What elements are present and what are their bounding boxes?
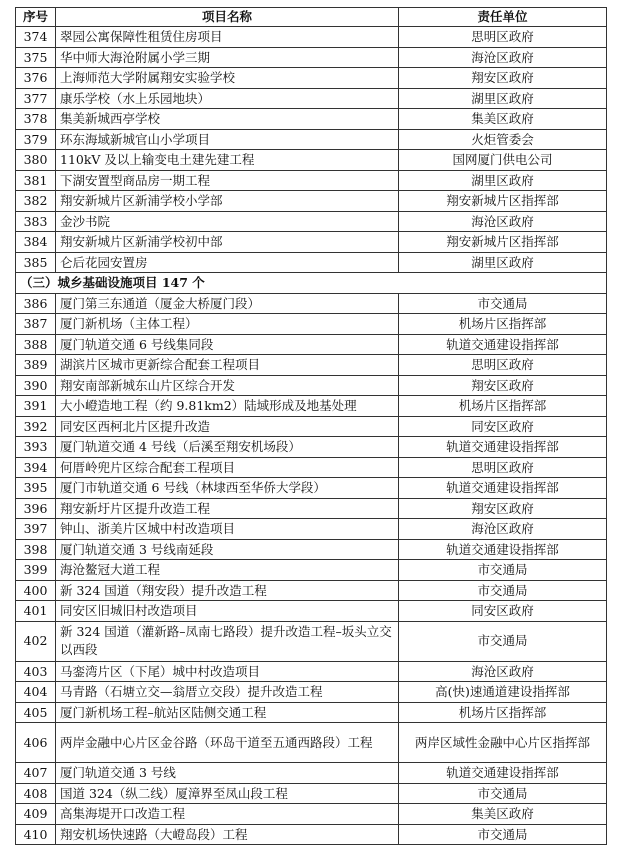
row-responsible-unit: 思明区政府: [399, 27, 607, 48]
row-project-name: 仑后花园安置房: [56, 252, 399, 273]
row-project-name: 马銮湾片区（下尾）城中村改造项目: [56, 661, 399, 682]
row-project-name: 环东海域新城官山小学项目: [56, 129, 399, 150]
table-row: [16, 437, 607, 458]
row-project-name: 110kV 及以上输变电土建先建工程: [56, 150, 399, 171]
row-responsible-unit: 集美区政府: [399, 804, 607, 825]
row-number: 403: [16, 661, 56, 682]
row-project-name: 大小嶝造地工程（约 9.81km2）陆域形成及地基处理: [56, 396, 399, 417]
table-row: [16, 232, 607, 253]
table-row: [16, 211, 607, 232]
row-responsible-unit: 翔安区政府: [399, 68, 607, 89]
row-project-name: 厦门新机场工程–航站区陆侧交通工程: [56, 702, 399, 723]
row-number: 401: [16, 601, 56, 622]
row-responsible-unit: 市交通局: [399, 580, 607, 601]
table-body-a: [16, 27, 607, 273]
row-responsible-unit: 市交通局: [399, 560, 607, 581]
row-number: 392: [16, 416, 56, 437]
table-row: [16, 293, 607, 314]
row-number: 409: [16, 804, 56, 825]
table-row: [16, 375, 607, 396]
row-responsible-unit: 思明区政府: [399, 457, 607, 478]
table-row: [16, 804, 607, 825]
row-number: 391: [16, 396, 56, 417]
table-row: [16, 560, 607, 581]
row-number: 396: [16, 498, 56, 519]
row-number: 376: [16, 68, 56, 89]
row-responsible-unit: 市交通局: [399, 621, 607, 661]
row-responsible-unit: 两岸区域性金融中心片区指挥部: [399, 723, 607, 763]
row-number: 389: [16, 355, 56, 376]
table-row: [16, 519, 607, 540]
table-row: [16, 416, 607, 437]
row-number: 375: [16, 47, 56, 68]
row-project-name: 马青路（石塘立交—翁厝立交段）提升改造工程: [56, 682, 399, 703]
row-responsible-unit: 翔安新城片区指挥部: [399, 232, 607, 253]
row-project-name: 何厝岭兜片区综合配套工程项目: [56, 457, 399, 478]
row-project-name: 同安区西柯北片区提升改造: [56, 416, 399, 437]
row-project-name: 下湖安置型商品房一期工程: [56, 170, 399, 191]
row-responsible-unit: 轨道交通建设指挥部: [399, 334, 607, 355]
row-responsible-unit: 同安区政府: [399, 416, 607, 437]
row-number: 379: [16, 129, 56, 150]
row-project-name: 新 324 国道（灌新路–凤南七路段）提升改造工程–坂头立交以西段: [56, 621, 399, 661]
document-page: [15, 7, 606, 845]
row-project-name: 翔安南部新城东山片区综合开发: [56, 375, 399, 396]
table-header-row: [16, 8, 607, 27]
row-number: 397: [16, 519, 56, 540]
table-row: [16, 763, 607, 784]
row-number: 398: [16, 539, 56, 560]
row-project-name: 两岸金融中心片区金谷路（环岛干道至五通西路段）工程: [56, 723, 399, 763]
row-number: 407: [16, 763, 56, 784]
row-responsible-unit: 海沧区政府: [399, 47, 607, 68]
table-row: [16, 396, 607, 417]
row-project-name: 金沙书院: [56, 211, 399, 232]
row-responsible-unit: 机场片区指挥部: [399, 702, 607, 723]
row-responsible-unit: 海沧区政府: [399, 211, 607, 232]
table-row: [16, 539, 607, 560]
row-project-name: 厦门轨道交通 4 号线（后溪至翔安机场段）: [56, 437, 399, 458]
row-responsible-unit: 思明区政府: [399, 355, 607, 376]
row-number: 381: [16, 170, 56, 191]
row-project-name: 厦门第三东通道（厦金大桥厦门段）: [56, 293, 399, 314]
row-project-name: 翔安新城片区新浦学校小学部: [56, 191, 399, 212]
row-number: 408: [16, 783, 56, 804]
table-row: [16, 702, 607, 723]
row-number: 385: [16, 252, 56, 273]
row-project-name: 钟山、浙美片区城中村改造项目: [56, 519, 399, 540]
row-project-name: 海沧鳌冠大道工程: [56, 560, 399, 581]
row-project-name: 康乐学校（水上乐园地块）: [56, 88, 399, 109]
row-responsible-unit: 湖里区政府: [399, 252, 607, 273]
table-row: [16, 580, 607, 601]
row-responsible-unit: 集美区政府: [399, 109, 607, 130]
row-number: 394: [16, 457, 56, 478]
row-responsible-unit: 国网厦门供电公司: [399, 150, 607, 171]
table-row: [16, 601, 607, 622]
row-number: 399: [16, 560, 56, 581]
row-project-name: 湖滨片区城市更新综合配套工程项目: [56, 355, 399, 376]
table-row: [16, 252, 607, 273]
row-number: 405: [16, 702, 56, 723]
row-number: 395: [16, 478, 56, 499]
row-responsible-unit: 轨道交通建设指挥部: [399, 478, 607, 499]
table-body-b: [16, 293, 607, 845]
row-responsible-unit: 轨道交通建设指挥部: [399, 539, 607, 560]
table-row: [16, 27, 607, 48]
row-responsible-unit: 翔安区政府: [399, 498, 607, 519]
row-number: 374: [16, 27, 56, 48]
section-heading-body: [16, 273, 607, 294]
table-row: [16, 621, 607, 661]
row-number: 393: [16, 437, 56, 458]
table-row: [16, 824, 607, 845]
table-row: [16, 682, 607, 703]
row-number: 386: [16, 293, 56, 314]
row-number: 383: [16, 211, 56, 232]
row-number: 380: [16, 150, 56, 171]
table-row: [16, 150, 607, 171]
row-number: 404: [16, 682, 56, 703]
table-row: [16, 355, 607, 376]
table-row: [16, 334, 607, 355]
row-number: 400: [16, 580, 56, 601]
row-project-name: 高集海堤开口改造工程: [56, 804, 399, 825]
row-project-name: 华中师大海沧附属小学三期: [56, 47, 399, 68]
row-number: 410: [16, 824, 56, 845]
row-project-name: 国道 324（纵二线）厦漳界至凤山段工程: [56, 783, 399, 804]
row-project-name: 翔安机场快速路（大嶝岛段）工程: [56, 824, 399, 845]
table-row: [16, 68, 607, 89]
row-number: 390: [16, 375, 56, 396]
header-unit: 责任单位: [399, 8, 607, 27]
row-responsible-unit: 海沧区政府: [399, 519, 607, 540]
row-number: 406: [16, 723, 56, 763]
row-project-name: 新 324 国道（翔安段）提升改造工程: [56, 580, 399, 601]
table-row: [16, 191, 607, 212]
row-project-name: 厦门轨道交通 3 号线: [56, 763, 399, 784]
row-project-name: 厦门市轨道交通 6 号线（林埭西至华侨大学段）: [56, 478, 399, 499]
row-responsible-unit: 海沧区政府: [399, 661, 607, 682]
table-row: [16, 783, 607, 804]
row-project-name: 集美新城西亭学校: [56, 109, 399, 130]
row-number: 388: [16, 334, 56, 355]
row-number: 378: [16, 109, 56, 130]
row-number: 382: [16, 191, 56, 212]
row-responsible-unit: 机场片区指挥部: [399, 396, 607, 417]
table-row: [16, 314, 607, 335]
row-responsible-unit: 高(快)速通道建设指挥部: [399, 682, 607, 703]
project-table: [15, 7, 607, 845]
row-project-name: 厦门新机场（主体工程）: [56, 314, 399, 335]
row-responsible-unit: 市交通局: [399, 783, 607, 804]
table-row: [16, 129, 607, 150]
row-project-name: 厦门轨道交通 3 号线南延段: [56, 539, 399, 560]
row-number: 402: [16, 621, 56, 661]
row-responsible-unit: 火炬管委会: [399, 129, 607, 150]
row-responsible-unit: 翔安新城片区指挥部: [399, 191, 607, 212]
row-project-name: 厦门轨道交通 6 号线集同段: [56, 334, 399, 355]
row-number: 384: [16, 232, 56, 253]
row-project-name: 上海师范大学附属翔安实验学校: [56, 68, 399, 89]
row-responsible-unit: 湖里区政府: [399, 88, 607, 109]
row-responsible-unit: 轨道交通建设指挥部: [399, 763, 607, 784]
row-project-name: 翔安新城片区新浦学校初中部: [56, 232, 399, 253]
row-project-name: 翠园公寓保障性租赁住房项目: [56, 27, 399, 48]
header-no: 序号: [16, 8, 56, 27]
table-row: [16, 478, 607, 499]
row-responsible-unit: 翔安区政府: [399, 375, 607, 396]
table-row: [16, 661, 607, 682]
row-responsible-unit: 机场片区指挥部: [399, 314, 607, 335]
table-row: [16, 170, 607, 191]
row-responsible-unit: 市交通局: [399, 824, 607, 845]
row-responsible-unit: 市交通局: [399, 293, 607, 314]
table-row: [16, 109, 607, 130]
row-number: 387: [16, 314, 56, 335]
table-row: [16, 88, 607, 109]
row-number: 377: [16, 88, 56, 109]
table-row: [16, 723, 607, 763]
row-project-name: 同安区旧城旧村改造项目: [56, 601, 399, 622]
table-row: [16, 498, 607, 519]
row-project-name: 翔安新圩片区提升改造工程: [56, 498, 399, 519]
row-responsible-unit: 轨道交通建设指挥部: [399, 437, 607, 458]
header-name: 项目名称: [56, 8, 399, 27]
table-row: [16, 47, 607, 68]
table-row: [16, 457, 607, 478]
section-heading-row: [16, 273, 607, 294]
row-responsible-unit: 同安区政府: [399, 601, 607, 622]
row-responsible-unit: 湖里区政府: [399, 170, 607, 191]
section-heading: （三）城乡基础设施项目 147 个: [16, 273, 607, 294]
